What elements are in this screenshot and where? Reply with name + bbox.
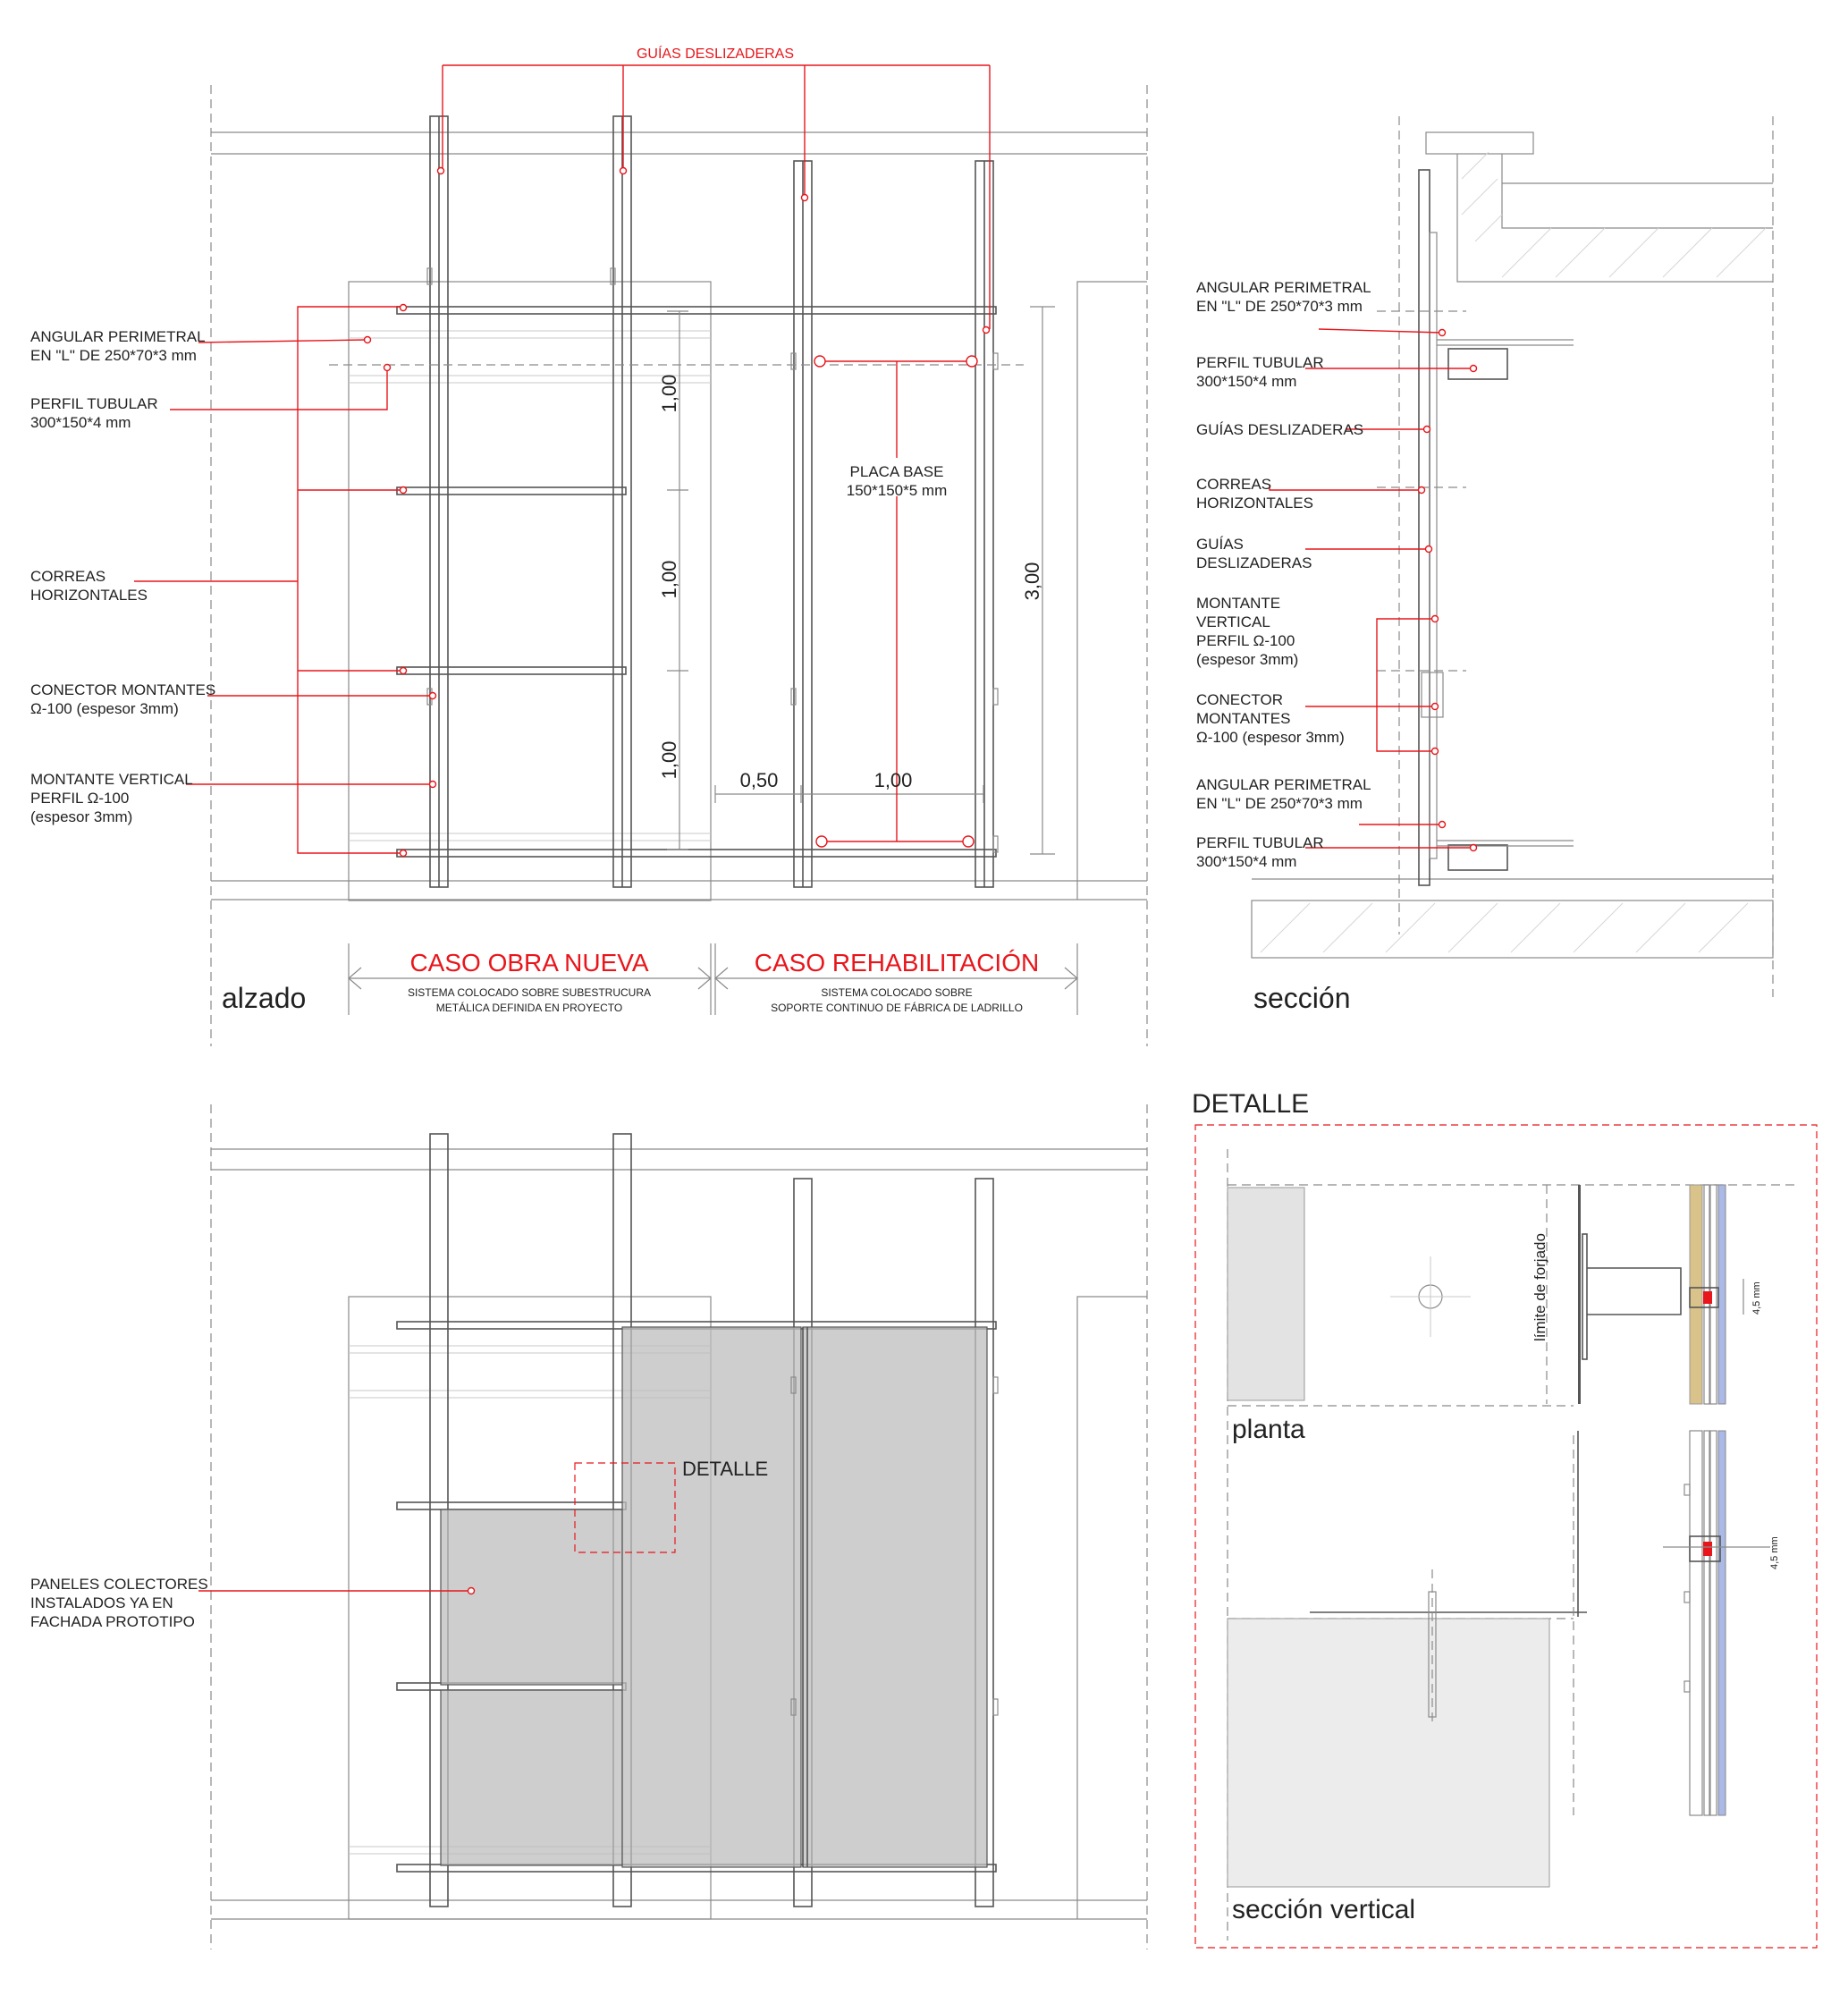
- sec-perfil2-label: PERFIL TUBULAR: [1196, 834, 1324, 851]
- collector-panel: [803, 1327, 987, 1867]
- seccion-title: sección: [1253, 982, 1351, 1014]
- sec-perfil2-spec: 300*150*4 mm: [1196, 853, 1297, 870]
- paneles-label-2: INSTALADOS YA EN: [30, 1594, 173, 1611]
- caso-obra-nueva-sub-1: SISTEMA COLOCADO SOBRE SUBESTRUCURA: [407, 986, 652, 999]
- alzado-title: alzado: [222, 982, 307, 1014]
- angular-perimetral-label: ANGULAR PERIMETRAL: [30, 328, 206, 345]
- angular-perimetral-spec: EN "L" DE 250*70*3 mm: [30, 347, 197, 364]
- correas-label-2: HORIZONTALES: [30, 587, 148, 604]
- dimension-45mm-planta: 4,5 mm: [1751, 1281, 1762, 1315]
- seccion-vertical-title: sección vertical: [1232, 1895, 1416, 1924]
- sec-correas-label: CORREAS: [1196, 476, 1272, 493]
- sec-montante-label-2: VERTICAL: [1196, 613, 1270, 630]
- detalle-view: [1195, 1125, 1817, 1948]
- alzado-view: [134, 65, 1147, 1046]
- montante-spec-2: (espesor 3mm): [30, 808, 133, 825]
- sec-montante-spec-2: (espesor 3mm): [1196, 651, 1299, 668]
- perfil-tubular-spec: 300*150*4 mm: [30, 414, 131, 431]
- conector-label: CONECTOR MONTANTES: [30, 681, 216, 698]
- dimension-050: 0,50: [739, 769, 779, 791]
- detalle-marker-label: DETALLE: [682, 1458, 769, 1480]
- sec-conector-label-2: MONTANTES: [1196, 710, 1291, 727]
- conector-spec: Ω-100 (espesor 3mm): [30, 700, 179, 717]
- sec-guias-label: GUÍAS DESLIZADERAS: [1196, 421, 1364, 438]
- montante-spec: PERFIL Ω-100: [30, 790, 130, 807]
- collector-panel: [441, 1690, 622, 1865]
- dimension-2: 1,00: [658, 560, 680, 599]
- sec-guias2-label: GUÍAS: [1196, 536, 1244, 553]
- paneles-label: PANELES COLECTORES: [30, 1576, 208, 1593]
- montante-label: MONTANTE VERTICAL: [30, 771, 193, 788]
- sec-montante-label: MONTANTE: [1196, 595, 1281, 612]
- sec-conector-spec: Ω-100 (espesor 3mm): [1196, 729, 1345, 746]
- caso-obra-nueva-title: CASO OBRA NUEVA: [409, 949, 649, 977]
- dimension-45mm-seccion: 4,5 mm: [1769, 1536, 1780, 1569]
- sec-conector-label: CONECTOR: [1196, 691, 1283, 708]
- dimension-total: 3,00: [1021, 562, 1043, 601]
- collector-panel: [622, 1327, 801, 1867]
- caso-rehabilitacion-title: CASO REHABILITACIÓN: [754, 949, 1040, 977]
- detalle-title: DETALLE: [1192, 1089, 1310, 1119]
- sec-angular-label: ANGULAR PERIMETRAL: [1196, 279, 1371, 296]
- sec-angular2-spec: EN "L" DE 250*70*3 mm: [1196, 795, 1363, 812]
- alzado-paneles-view: [198, 1104, 1147, 1949]
- sec-montante-spec: PERFIL Ω-100: [1196, 632, 1295, 649]
- sec-perfil-spec: 300*150*4 mm: [1196, 373, 1297, 390]
- sec-perfil-label: PERFIL TUBULAR: [1196, 354, 1324, 371]
- placa-base-spec: 150*150*5 mm: [846, 482, 948, 499]
- placa-base-label: PLACA BASE: [849, 463, 944, 480]
- collector-panel: [441, 1509, 622, 1685]
- caso-rehabilitacion-sub-1: SISTEMA COLOCADO SOBRE: [821, 986, 973, 999]
- dimension-1: 1,00: [658, 374, 680, 413]
- guias-deslizaderas-label: GUÍAS DESLIZADERAS: [636, 47, 795, 62]
- sec-correas-label-2: HORIZONTALES: [1196, 495, 1313, 512]
- sec-angular2-label: ANGULAR PERIMETRAL: [1196, 776, 1371, 793]
- caso-obra-nueva-sub-2: METÁLICA DEFINIDA EN PROYECTO: [435, 1002, 623, 1014]
- perfil-tubular-label: PERFIL TUBULAR: [30, 395, 158, 412]
- correas-label: CORREAS: [30, 568, 106, 585]
- planta-title: planta: [1232, 1415, 1305, 1444]
- dimension-3: 1,00: [658, 740, 680, 780]
- caso-rehabilitacion-sub-2: SOPORTE CONTINUO DE FÁBRICA DE LADRILLO: [771, 1002, 1023, 1014]
- paneles-label-3: FACHADA PROTOTIPO: [30, 1613, 195, 1630]
- seccion-view: [1252, 116, 1773, 997]
- limite-forjado-label: límite de forjado: [1532, 1233, 1548, 1341]
- sec-angular-spec: EN "L" DE 250*70*3 mm: [1196, 298, 1363, 315]
- dimension-100: 1,00: [873, 769, 913, 791]
- sec-guias2-label-2: DESLIZADERAS: [1196, 554, 1312, 571]
